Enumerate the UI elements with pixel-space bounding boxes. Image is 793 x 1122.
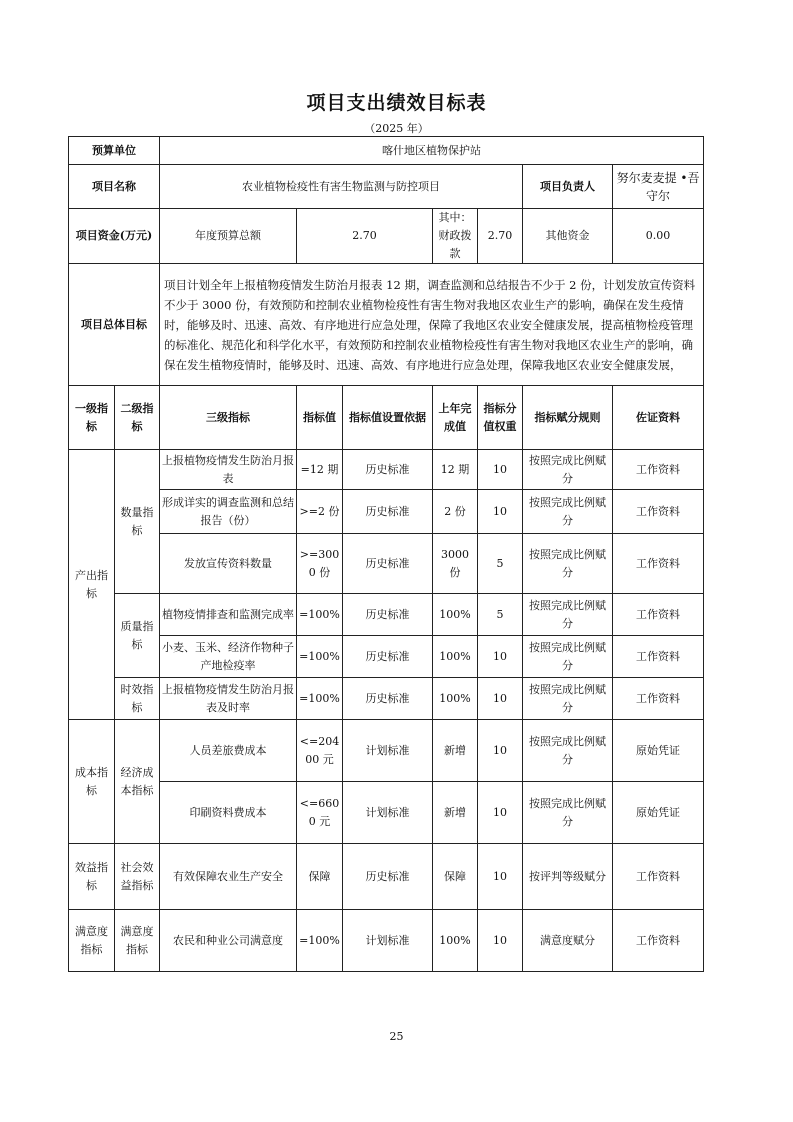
group-quantity: 数量指标 — [115, 450, 160, 594]
year-label: （2025 年） — [364, 122, 429, 135]
row-rule: 按照完成比例赋分 — [523, 636, 613, 678]
budget-unit-row — [69, 137, 704, 165]
overall-goal-text: 项目计划全年上报植物疫情发生防治月报表 12 期，调查监测和总结报告不少于 2 份，计划发放宣传资料不少于 3000 份，有效预防和控制农业植物检疫性有害生物对我地区农业生产的影响，确保在发生疫情时，能够及时、迅速、高效、有序地进行应急处理，保障了我地区农业安全健康发展，提高植物检疫管理的标准化、规范化和科学化水平，有效预防和控制农业植物检疫性有害生物对我地区农业生产的影响，确保在发生植物疫情时，能够及时、迅速、高效、有序地进行应急处理，保障我地区农业安全健康发展， — [160, 264, 704, 386]
row-weight: 10 — [478, 450, 523, 490]
row-basis: 历史标准 — [343, 636, 433, 678]
row-weight: 10 — [478, 720, 523, 782]
row-basis: 计划标准 — [343, 910, 433, 972]
table-row — [69, 782, 704, 844]
row-value: >=2 份 — [297, 490, 343, 534]
project-name-row — [69, 165, 704, 209]
header-evidence: 佐证资料 — [613, 386, 704, 450]
group-economic-cost: 经济成本指标 — [115, 720, 160, 844]
row-rule: 按照完成比例赋分 — [523, 782, 613, 844]
table-row — [69, 636, 704, 678]
row-name: 小麦、玉米、经济作物种子产地检疫率 — [160, 636, 297, 678]
table-row — [69, 720, 704, 782]
group-timeliness: 时效指标 — [115, 678, 160, 720]
annual-budget-value: 2.70 — [297, 209, 433, 264]
table-row — [69, 450, 704, 490]
row-value: <=6600 元 — [297, 782, 343, 844]
row-name: 植物疫情排查和监测完成率 — [160, 594, 297, 636]
group-quality: 质量指标 — [115, 594, 160, 678]
row-rule: 按照完成比例赋分 — [523, 594, 613, 636]
row-weight: 5 — [478, 534, 523, 594]
header-level1: 一级指标 — [69, 386, 115, 450]
row-last: 100% — [433, 678, 478, 720]
fiscal-label: 其中：财政拨款 — [433, 209, 478, 264]
header-weight: 指标分值权重 — [478, 386, 523, 450]
row-name: 形成详实的调查监测和总结报告（份） — [160, 490, 297, 534]
row-value: =100% — [297, 678, 343, 720]
row-evidence: 工作资料 — [613, 844, 704, 910]
row-weight: 10 — [478, 844, 523, 910]
row-rule: 按照完成比例赋分 — [523, 678, 613, 720]
row-weight: 10 — [478, 490, 523, 534]
row-basis: 历史标准 — [343, 450, 433, 490]
row-value: =100% — [297, 636, 343, 678]
row-name: 上报植物疫情发生防治月报表及时率 — [160, 678, 297, 720]
row-evidence: 原始凭证 — [613, 782, 704, 844]
group-satisfaction: 满意度指标 — [69, 910, 115, 972]
table-row — [69, 678, 704, 720]
row-name: 上报植物疫情发生防治月报表 — [160, 450, 297, 490]
group-benefit: 效益指标 — [69, 844, 115, 910]
indicator-header-row — [69, 386, 704, 450]
project-funds-label: 项目资金(万元) — [69, 209, 160, 264]
row-basis: 历史标准 — [343, 490, 433, 534]
other-funds-label: 其他资金 — [523, 209, 613, 264]
table-row — [69, 910, 704, 972]
row-evidence: 工作资料 — [613, 490, 704, 534]
row-name: 发放宣传资料数量 — [160, 534, 297, 594]
header-rule: 指标赋分规则 — [523, 386, 613, 450]
row-evidence: 工作资料 — [613, 534, 704, 594]
row-basis: 历史标准 — [343, 678, 433, 720]
group-satisfaction-sub: 满意度指标 — [115, 910, 160, 972]
row-evidence: 工作资料 — [613, 594, 704, 636]
page-number: 25 — [389, 1030, 404, 1043]
row-rule: 满意度赋分 — [523, 910, 613, 972]
row-value: >=3000 份 — [297, 534, 343, 594]
row-basis: 计划标准 — [343, 782, 433, 844]
row-last: 100% — [433, 636, 478, 678]
row-last: 100% — [433, 910, 478, 972]
row-last: 新增 — [433, 720, 478, 782]
row-weight: 10 — [478, 782, 523, 844]
page-title: 项目支出绩效目标表 — [306, 92, 487, 114]
row-weight: 5 — [478, 594, 523, 636]
row-last: 2 份 — [433, 490, 478, 534]
table-row — [69, 844, 704, 910]
group-cost: 成本指标 — [69, 720, 115, 844]
row-basis: 计划标准 — [343, 720, 433, 782]
row-basis: 历史标准 — [343, 534, 433, 594]
header-level2: 二级指标 — [115, 386, 160, 450]
row-basis: 历史标准 — [343, 594, 433, 636]
project-funds-row — [69, 209, 704, 264]
row-last: 3000 份 — [433, 534, 478, 594]
row-last: 保障 — [433, 844, 478, 910]
row-weight: 10 — [478, 636, 523, 678]
row-rule: 按照完成比例赋分 — [523, 534, 613, 594]
performance-table — [68, 136, 704, 972]
row-value: =100% — [297, 910, 343, 972]
budget-unit-value: 喀什地区植物保护站 — [160, 137, 704, 165]
row-evidence: 工作资料 — [613, 678, 704, 720]
header-value: 指标值 — [297, 386, 343, 450]
row-last: 新增 — [433, 782, 478, 844]
row-evidence: 工作资料 — [613, 636, 704, 678]
row-name: 农民和种业公司满意度 — [160, 910, 297, 972]
project-name-label: 项目名称 — [69, 165, 160, 209]
header-basis: 指标值设置依据 — [343, 386, 433, 450]
row-value: <=20400 元 — [297, 720, 343, 782]
group-social-benefit: 社会效益指标 — [115, 844, 160, 910]
project-leader-value: 努尔麦麦提 •吾守尔 — [613, 165, 704, 209]
fiscal-value: 2.70 — [478, 209, 523, 264]
header-last-year: 上年完成值 — [433, 386, 478, 450]
group-output: 产出指标 — [69, 450, 115, 720]
header-level3: 三级指标 — [160, 386, 297, 450]
other-funds-value: 0.00 — [613, 209, 704, 264]
row-rule: 按评判等级赋分 — [523, 844, 613, 910]
row-rule: 按照完成比例赋分 — [523, 720, 613, 782]
project-leader-label: 项目负责人 — [523, 165, 613, 209]
row-evidence: 原始凭证 — [613, 720, 704, 782]
overall-goal-label: 项目总体目标 — [69, 264, 160, 386]
table-row — [69, 594, 704, 636]
row-name: 印刷资料费成本 — [160, 782, 297, 844]
row-evidence: 工作资料 — [613, 910, 704, 972]
project-name-value: 农业植物检疫性有害生物监测与防控项目 — [160, 165, 523, 209]
table-row — [69, 490, 704, 534]
row-name: 有效保障农业生产安全 — [160, 844, 297, 910]
row-basis: 历史标准 — [343, 844, 433, 910]
budget-unit-label: 预算单位 — [69, 137, 160, 165]
overall-goal-row — [69, 264, 704, 386]
row-evidence: 工作资料 — [613, 450, 704, 490]
row-last: 12 期 — [433, 450, 478, 490]
row-rule: 按照完成比例赋分 — [523, 490, 613, 534]
row-name: 人员差旅费成本 — [160, 720, 297, 782]
row-value: 保障 — [297, 844, 343, 910]
row-weight: 10 — [478, 678, 523, 720]
row-value: =100% — [297, 594, 343, 636]
row-value: =12 期 — [297, 450, 343, 490]
table-row — [69, 534, 704, 594]
row-rule: 按照完成比例赋分 — [523, 450, 613, 490]
row-last: 100% — [433, 594, 478, 636]
row-weight: 10 — [478, 910, 523, 972]
annual-budget-label: 年度预算总额 — [160, 209, 297, 264]
